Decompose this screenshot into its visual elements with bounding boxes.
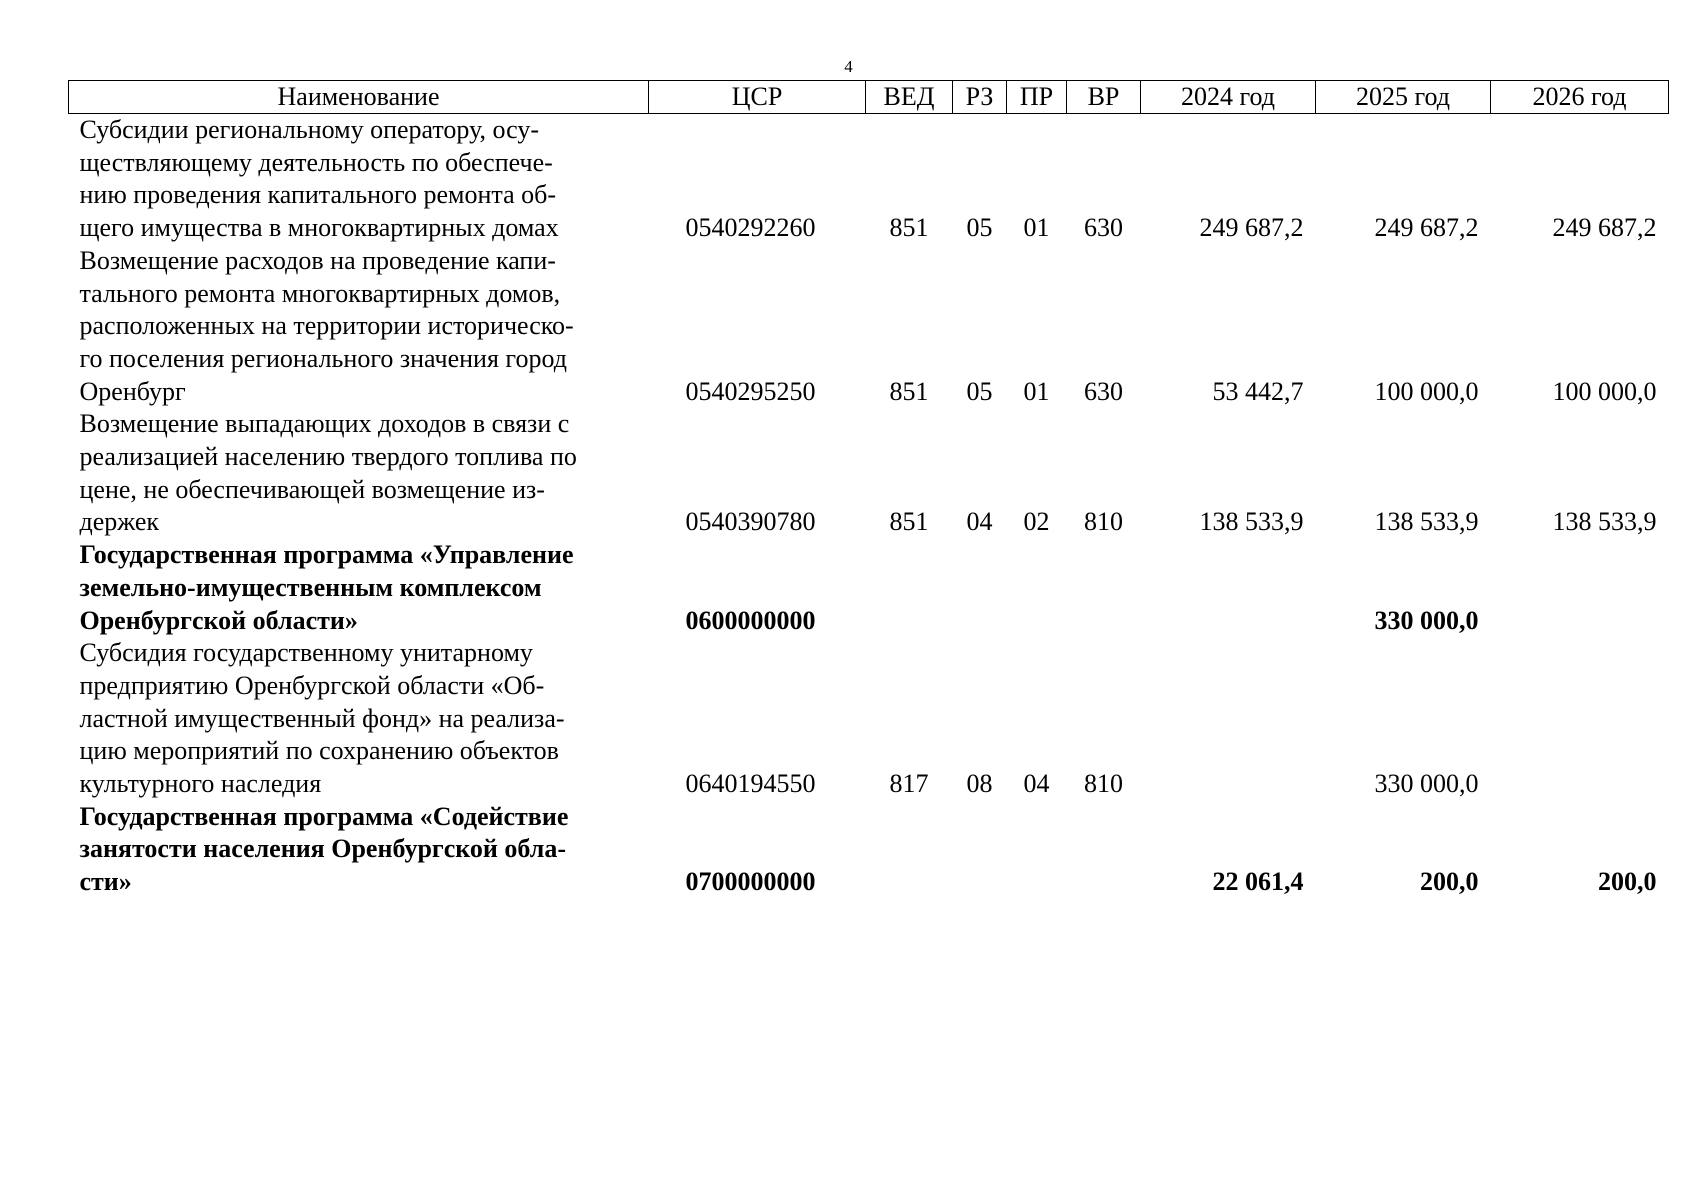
cell-vr: 810	[1084, 507, 1123, 537]
cell-2025: 330 000,0	[1374, 769, 1479, 799]
name-line: культурного наследия	[79, 769, 322, 799]
cell-pr	[1007, 801, 1067, 899]
name-line: Оренбург	[79, 376, 186, 406]
name-line: тального ремонта многоквартирных домов,	[79, 278, 561, 308]
table-body	[69, 114, 1669, 899]
cell-2026	[1491, 637, 1669, 801]
cell-2024: 249 687,2	[1199, 213, 1304, 243]
cell-rz: 05	[966, 213, 993, 243]
name-line: го поселения регионального значения город	[79, 343, 567, 373]
table-row	[69, 245, 1669, 409]
cell-2024: 138 533,9	[1199, 507, 1304, 537]
cell-vr	[1067, 801, 1141, 899]
name-line: щего имущества в многоквартирных домах	[79, 213, 559, 243]
cell-pr: 01	[1023, 213, 1050, 243]
header-2024: 2024 год	[1141, 81, 1316, 114]
cell-2026: 200,0	[1598, 867, 1657, 897]
cell-vr: 630	[1084, 213, 1123, 243]
cell-2025: 100 000,0	[1374, 376, 1479, 406]
cell-name	[69, 114, 649, 245]
table-row	[69, 114, 1669, 245]
cell-2025: 138 533,9	[1374, 507, 1479, 537]
name-line: земельно-имущественным комплексом	[79, 572, 542, 602]
cell-rz: 08	[966, 769, 993, 799]
cell-name	[69, 539, 649, 637]
name-line: цию мероприятий по сохранению объектов	[79, 736, 559, 766]
cell-rz: 05	[966, 376, 993, 406]
header-2026: 2026 год	[1491, 81, 1669, 114]
cell-2025: 330 000,0	[1374, 605, 1479, 635]
header-name: Наименование	[69, 81, 649, 114]
cell-name	[69, 408, 649, 539]
cell-ved: 851	[889, 376, 929, 406]
name-line: реализацией населению твердого топлива по	[79, 442, 577, 472]
cell-vr: 630	[1084, 376, 1123, 406]
cell-rz	[953, 539, 1007, 637]
cell-vr	[1067, 539, 1141, 637]
name-line: предприятию Оренбургской области «Об-	[79, 670, 545, 700]
name-line: ществляющему деятельность по обеспече-	[79, 147, 553, 177]
name-line: цене, не обеспечивающей возмещение из-	[79, 474, 545, 504]
cell-name	[69, 801, 649, 899]
header-rz: РЗ	[953, 81, 1007, 114]
name-line: держек	[79, 507, 160, 537]
cell-name	[69, 637, 649, 801]
cell-csr: 0640194550	[685, 769, 816, 799]
header-row	[69, 81, 1669, 114]
table-row	[69, 539, 1669, 637]
cell-csr: 0700000000	[685, 867, 816, 897]
cell-2026: 249 687,2	[1552, 213, 1657, 243]
table-header	[69, 81, 1669, 114]
cell-name	[69, 245, 649, 409]
header-2025: 2025 год	[1316, 81, 1491, 114]
cell-rz	[953, 801, 1007, 899]
cell-2024: 22 061,4	[1212, 867, 1304, 897]
cell-pr: 04	[1023, 769, 1050, 799]
cell-rz: 04	[966, 507, 993, 537]
name-line: сти»	[79, 867, 132, 897]
table-row	[69, 637, 1669, 801]
name-line: Субсидия государственному унитарному	[79, 638, 533, 668]
cell-ved	[866, 801, 953, 899]
header-vr: ВР	[1067, 81, 1141, 114]
cell-csr: 0540292260	[685, 213, 816, 243]
header-csr: ЦСР	[649, 81, 866, 114]
name-line: нию проведения капитального ремонта об-	[79, 180, 557, 210]
name-line: занятости населения Оренбургской обла-	[79, 834, 566, 864]
name-line: Государственная программа «Управление	[79, 540, 574, 570]
cell-2026: 100 000,0	[1552, 376, 1657, 406]
cell-csr: 0540390780	[685, 507, 816, 537]
page-number-text: 4	[844, 57, 853, 76]
cell-ved	[866, 539, 953, 637]
cell-2024: 53 442,7	[1212, 376, 1304, 406]
name-line: ластной имущественный фонд» на реализа-	[79, 703, 565, 733]
cell-2024	[1141, 637, 1316, 801]
table-row	[69, 408, 1669, 539]
cell-2026: 138 533,9	[1552, 507, 1657, 537]
cell-ved: 851	[889, 507, 929, 537]
cell-csr: 0540295250	[685, 376, 816, 406]
header-pr: ПР	[1007, 81, 1067, 114]
page-number	[122, 58, 1697, 76]
name-line: Оренбургской области»	[79, 605, 358, 635]
cell-2025: 200,0	[1420, 867, 1479, 897]
cell-pr: 02	[1023, 507, 1050, 537]
name-line: Государственная программа «Содействие	[79, 801, 569, 831]
cell-csr: 0600000000	[685, 605, 816, 635]
header-ved: ВЕД	[866, 81, 953, 114]
table-row	[69, 801, 1669, 899]
cell-2026	[1491, 539, 1669, 637]
cell-2024	[1141, 539, 1316, 637]
budget-table	[68, 80, 1669, 899]
name-line: Возмещение расходов на проведение капи-	[79, 245, 556, 275]
cell-2025: 249 687,2	[1374, 213, 1479, 243]
cell-pr: 01	[1023, 376, 1050, 406]
cell-ved: 817	[889, 769, 929, 799]
name-line: расположенных на территории историческо-	[79, 311, 574, 341]
cell-ved: 851	[889, 213, 929, 243]
cell-pr	[1007, 539, 1067, 637]
name-line: Возмещение выпадающих доходов в связи с	[79, 409, 570, 439]
cell-vr: 810	[1084, 769, 1123, 799]
name-line: Субсидии региональному оператору, осу-	[79, 115, 539, 144]
